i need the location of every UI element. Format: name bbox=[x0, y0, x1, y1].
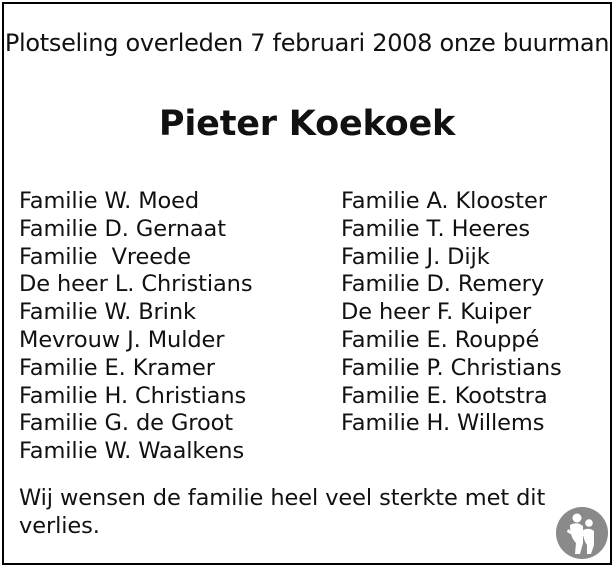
signatory: Familie D. Gernaat bbox=[19, 215, 226, 242]
signatory: Familie H. Willems bbox=[341, 410, 545, 437]
signatory: Familie T. Heeres bbox=[341, 215, 530, 242]
signatory: De heer L. Christians bbox=[19, 271, 253, 298]
signatory: Familie J. Dijk bbox=[341, 243, 490, 270]
closing-message: Wij wensen de familie heel veel sterkte met dit verlies. bbox=[19, 485, 546, 539]
signatory: Familie Vreede bbox=[19, 243, 191, 270]
signatory: Familie P. Christians bbox=[341, 354, 562, 381]
signatory: Familie E. Kootstra bbox=[341, 382, 548, 409]
signatory: Familie D. Remery bbox=[341, 271, 545, 298]
signatory: Familie H. Christians bbox=[19, 382, 247, 409]
obituary-notice bbox=[2, 2, 612, 565]
signatory: Familie W. Waalkens bbox=[19, 438, 245, 465]
signatory: Familie E. Rouppé bbox=[341, 326, 540, 353]
signatory: Familie G. de Groot bbox=[19, 410, 233, 437]
signatory: De heer F. Kuiper bbox=[341, 299, 532, 326]
signatory: Mevrouw J. Mulder bbox=[19, 326, 225, 353]
signatories-right-column bbox=[341, 188, 601, 438]
signatories-left-column bbox=[19, 188, 329, 466]
signatory: Familie A. Klooster bbox=[341, 188, 547, 214]
embracing-figures-icon bbox=[556, 507, 608, 559]
intro-line: Plotseling overleden 7 februari 2008 onze buurman bbox=[4, 29, 610, 57]
signatory: Familie E. Kramer bbox=[19, 354, 215, 381]
signatory: Familie W. Moed bbox=[19, 188, 200, 214]
deceased-name: Pieter Koekoek bbox=[158, 104, 456, 144]
signatory: Familie W. Brink bbox=[19, 299, 196, 326]
